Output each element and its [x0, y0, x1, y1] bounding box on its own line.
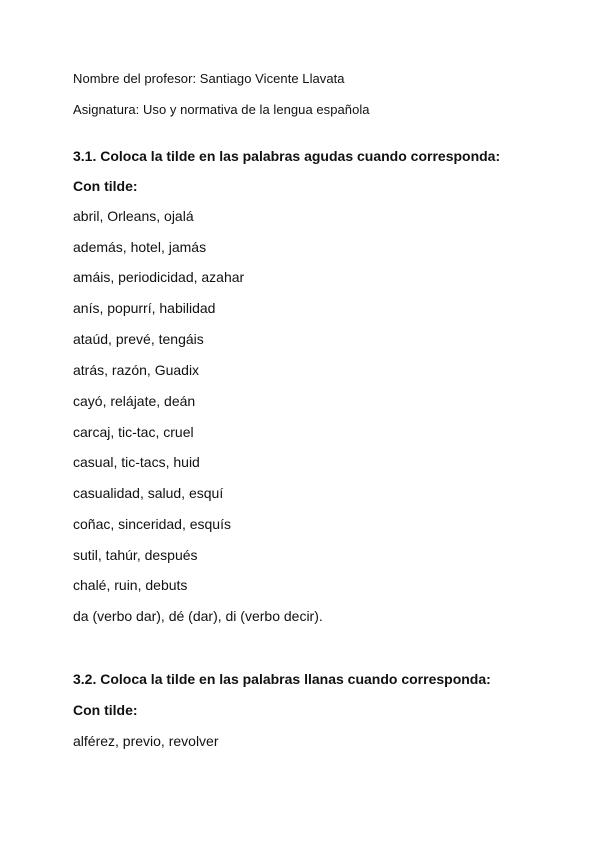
- word-line-14: da (verbo dar), dé (dar), di (verbo decir).: [73, 608, 323, 624]
- section-2-subtitle: Con tilde:: [73, 702, 138, 718]
- word-line-8: carcaj, tic-tac, cruel: [73, 424, 194, 440]
- word-line-11: coñac, sinceridad, esquís: [73, 516, 231, 532]
- word-line-13: chalé, ruin, debuts: [73, 577, 188, 593]
- word-line-6: atrás, razón, Guadix: [73, 362, 200, 378]
- word-line-12: sutil, tahúr, después: [73, 547, 198, 563]
- word-line-1: abril, Orleans, ojalá: [73, 208, 194, 224]
- word-line-5: ataúd, prevé, tengáis: [73, 331, 204, 347]
- section-1-subtitle: Con tilde:: [73, 178, 138, 194]
- word-line-7: cayó, relájate, deán: [73, 393, 196, 409]
- word-line-4: anís, popurrí, habilidad: [73, 300, 216, 316]
- section-2-title: 3.2. Coloca la tilde en las palabras llanas cuando corresponda:: [73, 671, 491, 687]
- word-line-2: además, hotel, jamás: [73, 239, 207, 255]
- word-line-10: casualidad, salud, esquí: [73, 485, 224, 501]
- subject-name: Asignatura: Uso y normativa de la lengua española: [73, 102, 370, 117]
- word-line-15: alférez, previo, revolver: [73, 733, 219, 749]
- teacher-name: Nombre del profesor: Santiago Vicente Llavata: [73, 71, 345, 86]
- word-line-9: casual, tic-tacs, huid: [73, 454, 200, 470]
- section-1-title: 3.1. Coloca la tilde en las palabras agudas cuando corresponda:: [73, 148, 501, 164]
- word-line-3: amáis, periodicidad, azahar: [73, 269, 245, 285]
